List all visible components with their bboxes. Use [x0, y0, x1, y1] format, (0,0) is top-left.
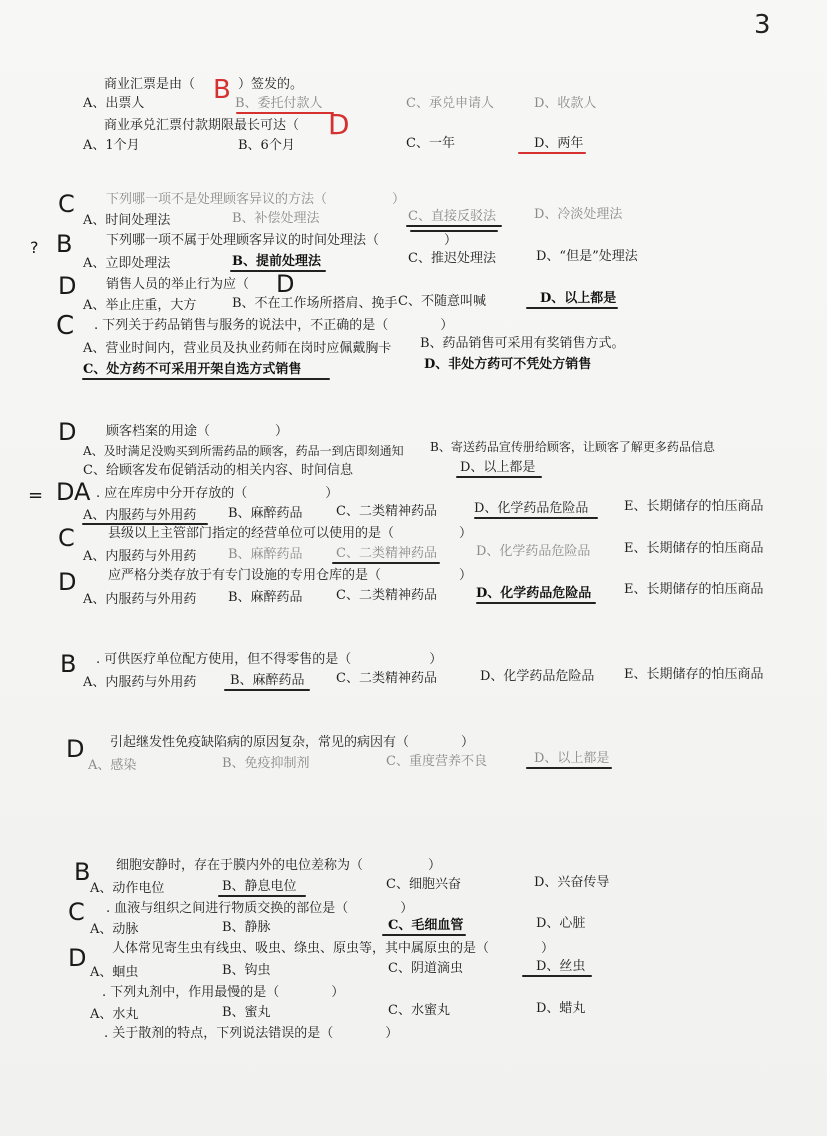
option-c: C、推迟处理法 [408, 251, 496, 266]
answer-underline [526, 767, 612, 769]
option-a: A、内服药与外用药 [83, 592, 197, 607]
margin-scribble: = [28, 485, 44, 506]
option-d: D、以上都是 [540, 291, 617, 306]
option-b: B、静脉 [222, 920, 271, 935]
option-e: E、长期储存的怕压商品 [624, 582, 764, 597]
option-d: D、兴奋传导 [534, 875, 610, 890]
option-b: B、蜜丸 [222, 1005, 271, 1020]
margin-answer: C [68, 898, 85, 926]
margin-answer: D [58, 272, 77, 300]
option-d: D、冷淡处理法 [534, 207, 623, 222]
answer-underline [218, 895, 306, 897]
option-b: B、委托付款人 [235, 96, 323, 111]
question-stem: 顾客档案的用途（ ） [106, 424, 289, 439]
answer-underline [456, 476, 542, 478]
answer-underline [406, 225, 502, 227]
option-b: B、麻醉药品 [228, 506, 303, 521]
option-a: A、时间处理法 [83, 213, 171, 228]
option-c: C、承兑申请人 [406, 96, 494, 111]
option-e: E、长期储存的怕压商品 [624, 667, 764, 682]
option-d: D、心脏 [536, 916, 586, 931]
answer-underline [382, 934, 466, 936]
option-a: A、及时满足没购买到所需药品的顾客，药品一到店即刻通知 [83, 444, 404, 458]
option-c: C、细胞兴奋 [386, 877, 461, 892]
question-stem: 应严格分类存放于有专门设施的专用仓库的是（ ） [108, 568, 473, 583]
question-stem-tail: ）签发的。 [238, 77, 304, 92]
answer-underline [410, 230, 498, 232]
option-d: D、非处方药可不凭处方销售 [424, 357, 592, 372]
option-c: C、二类精神药品 [336, 671, 437, 686]
margin-answer: B [60, 650, 77, 678]
answer-underline [82, 523, 208, 525]
question-stem: . 血液与组织之间进行物质交换的部位是（ ） [106, 901, 414, 916]
margin-answer: A [74, 478, 91, 506]
question-stem: 商业汇票是由（ [104, 77, 196, 92]
page-number: 3 [754, 10, 771, 40]
option-c: C、毛细血管 [388, 918, 464, 933]
option-b: B、不在工作场所搭肩、挽手 [232, 296, 398, 311]
handwritten-answer: B [213, 75, 231, 105]
option-a: A、内服药与外用药 [83, 549, 197, 564]
margin-scribble-letter: D [56, 478, 75, 506]
answer-underline [224, 689, 310, 691]
question-stem: . 关于散剂的特点，下列说法错误的是（ ） [104, 1026, 399, 1041]
answer-underline [522, 975, 592, 977]
question-stem: 细胞安静时，存在于膜内外的电位差称为（ ） [116, 858, 442, 873]
option-d: D、化学药品危险品 [476, 544, 591, 559]
option-d: D、蜡丸 [536, 1001, 586, 1016]
question-stem: 下列哪一项不是处理顾客异议的方法（ ） [106, 192, 406, 207]
margin-answer: B [74, 858, 91, 886]
answer-underline [526, 307, 618, 309]
answer-underline [474, 517, 598, 519]
option-d: D、化学药品危险品 [480, 669, 595, 684]
option-b: B、静息电位 [222, 879, 297, 894]
option-c: C、处方药不可采用开架自选方式销售 [83, 362, 302, 377]
option-d: D、以上都是 [460, 460, 536, 475]
answer-underline [82, 378, 330, 380]
handwritten-answer: D [276, 270, 295, 298]
option-c: C、一年 [406, 136, 455, 151]
margin-answer: C [58, 190, 75, 218]
margin-answer: C [58, 524, 75, 552]
option-c: C、给顾客发布促销活动的相关内容、时间信息 [83, 463, 353, 478]
option-d: D、化学药品危险品 [474, 501, 589, 516]
option-a: A、动作电位 [90, 881, 165, 896]
question-stem: . 下列丸剂中，作用最慢的是（ ） [102, 985, 345, 1000]
option-b: B、麻醉药品 [228, 590, 303, 605]
option-e: E、长期储存的怕压商品 [624, 541, 764, 556]
option-b: B、药品销售可采用有奖销售方式。 [420, 336, 625, 351]
option-a: A、立即处理法 [83, 256, 171, 271]
answer-underline [236, 112, 334, 114]
question-stem: . 下列关于药品销售与服务的说法中，不正确的是（ ） [94, 318, 454, 333]
option-a: A、营业时间内，营业员及执业药师在岗时应佩戴胸卡 [83, 341, 392, 356]
option-c: C、水蜜丸 [388, 1003, 450, 1018]
margin-answer: D [68, 944, 87, 972]
question-stem: 商业承兑汇票付款期限最长可达（ [104, 118, 300, 133]
margin-answer: C [56, 311, 75, 341]
margin-answer: B [56, 230, 73, 258]
margin-mark: ? [30, 238, 39, 257]
answer-underline [332, 562, 440, 564]
option-b: B、麻醉药品 [228, 547, 303, 562]
option-a: A、1个月 [83, 138, 140, 153]
question-stem: 人体常见寄生虫有线虫、吸虫、绦虫、原虫等，其中属原虫的是（ ） [112, 941, 555, 956]
option-a: A、感染 [88, 758, 137, 773]
option-d: D、丝虫 [536, 959, 586, 974]
option-b: B、6个月 [238, 138, 295, 153]
option-a: A、内服药与外用药 [83, 675, 197, 690]
margin-answer: D [66, 735, 85, 763]
question-stem: 下列哪一项不属于处理顾客异议的时间处理法（ ） [106, 233, 458, 248]
option-b: B、提前处理法 [232, 254, 321, 269]
option-e: E、长期储存的怕压商品 [624, 499, 764, 514]
option-c: C、二类精神药品 [336, 504, 437, 519]
option-a: A、出票人 [83, 96, 145, 111]
answer-underline [518, 152, 586, 154]
option-d: D、两年 [534, 136, 584, 151]
option-b: B、寄送药品宣传册给顾客，让顾客了解更多药品信息 [430, 440, 715, 454]
option-a: A、内服药与外用药 [83, 508, 197, 523]
option-b: B、免疫抑制剂 [222, 756, 310, 771]
option-b: B、钩虫 [222, 963, 271, 978]
question-stem: 销售人员的举止行为应（ [106, 277, 250, 292]
option-c: C、重度营养不良 [386, 754, 487, 769]
question-stem: 引起继发性免疫缺陷病的原因复杂，常见的病因有（ ） [110, 735, 475, 750]
margin-answer: D [58, 568, 77, 596]
option-c: C、直接反驳法 [408, 209, 496, 224]
option-d: D、化学药品危险品 [476, 586, 592, 601]
option-c: C、不随意叫喊 [398, 294, 486, 309]
option-a: A、动脉 [90, 922, 139, 937]
option-a: A、水丸 [90, 1007, 139, 1022]
margin-answer: D [58, 418, 77, 446]
question-stem: . 可供医疗单位配方使用，但不得零售的是（ ） [96, 652, 443, 667]
handwritten-answer: D [328, 108, 350, 141]
option-c: C、二类精神药品 [336, 546, 437, 561]
option-a: A、举止庄重，大方 [83, 298, 197, 313]
option-d: D、“但是”处理法 [536, 249, 638, 264]
option-b: B、麻醉药品 [230, 673, 305, 688]
question-stem: 县级以上主管部门指定的经营单位可以使用的是（ ） [108, 526, 473, 541]
option-d: D、以上都是 [534, 751, 610, 766]
question-stem: . 应在库房中分开存放的（ ） [96, 486, 339, 501]
option-c: C、二类精神药品 [336, 588, 437, 603]
option-b: B、补偿处理法 [232, 211, 320, 226]
option-c: C、阴道滴虫 [388, 961, 463, 976]
option-a: A、蛔虫 [90, 965, 139, 980]
option-d: D、收款人 [534, 96, 597, 111]
answer-underline [476, 602, 596, 604]
